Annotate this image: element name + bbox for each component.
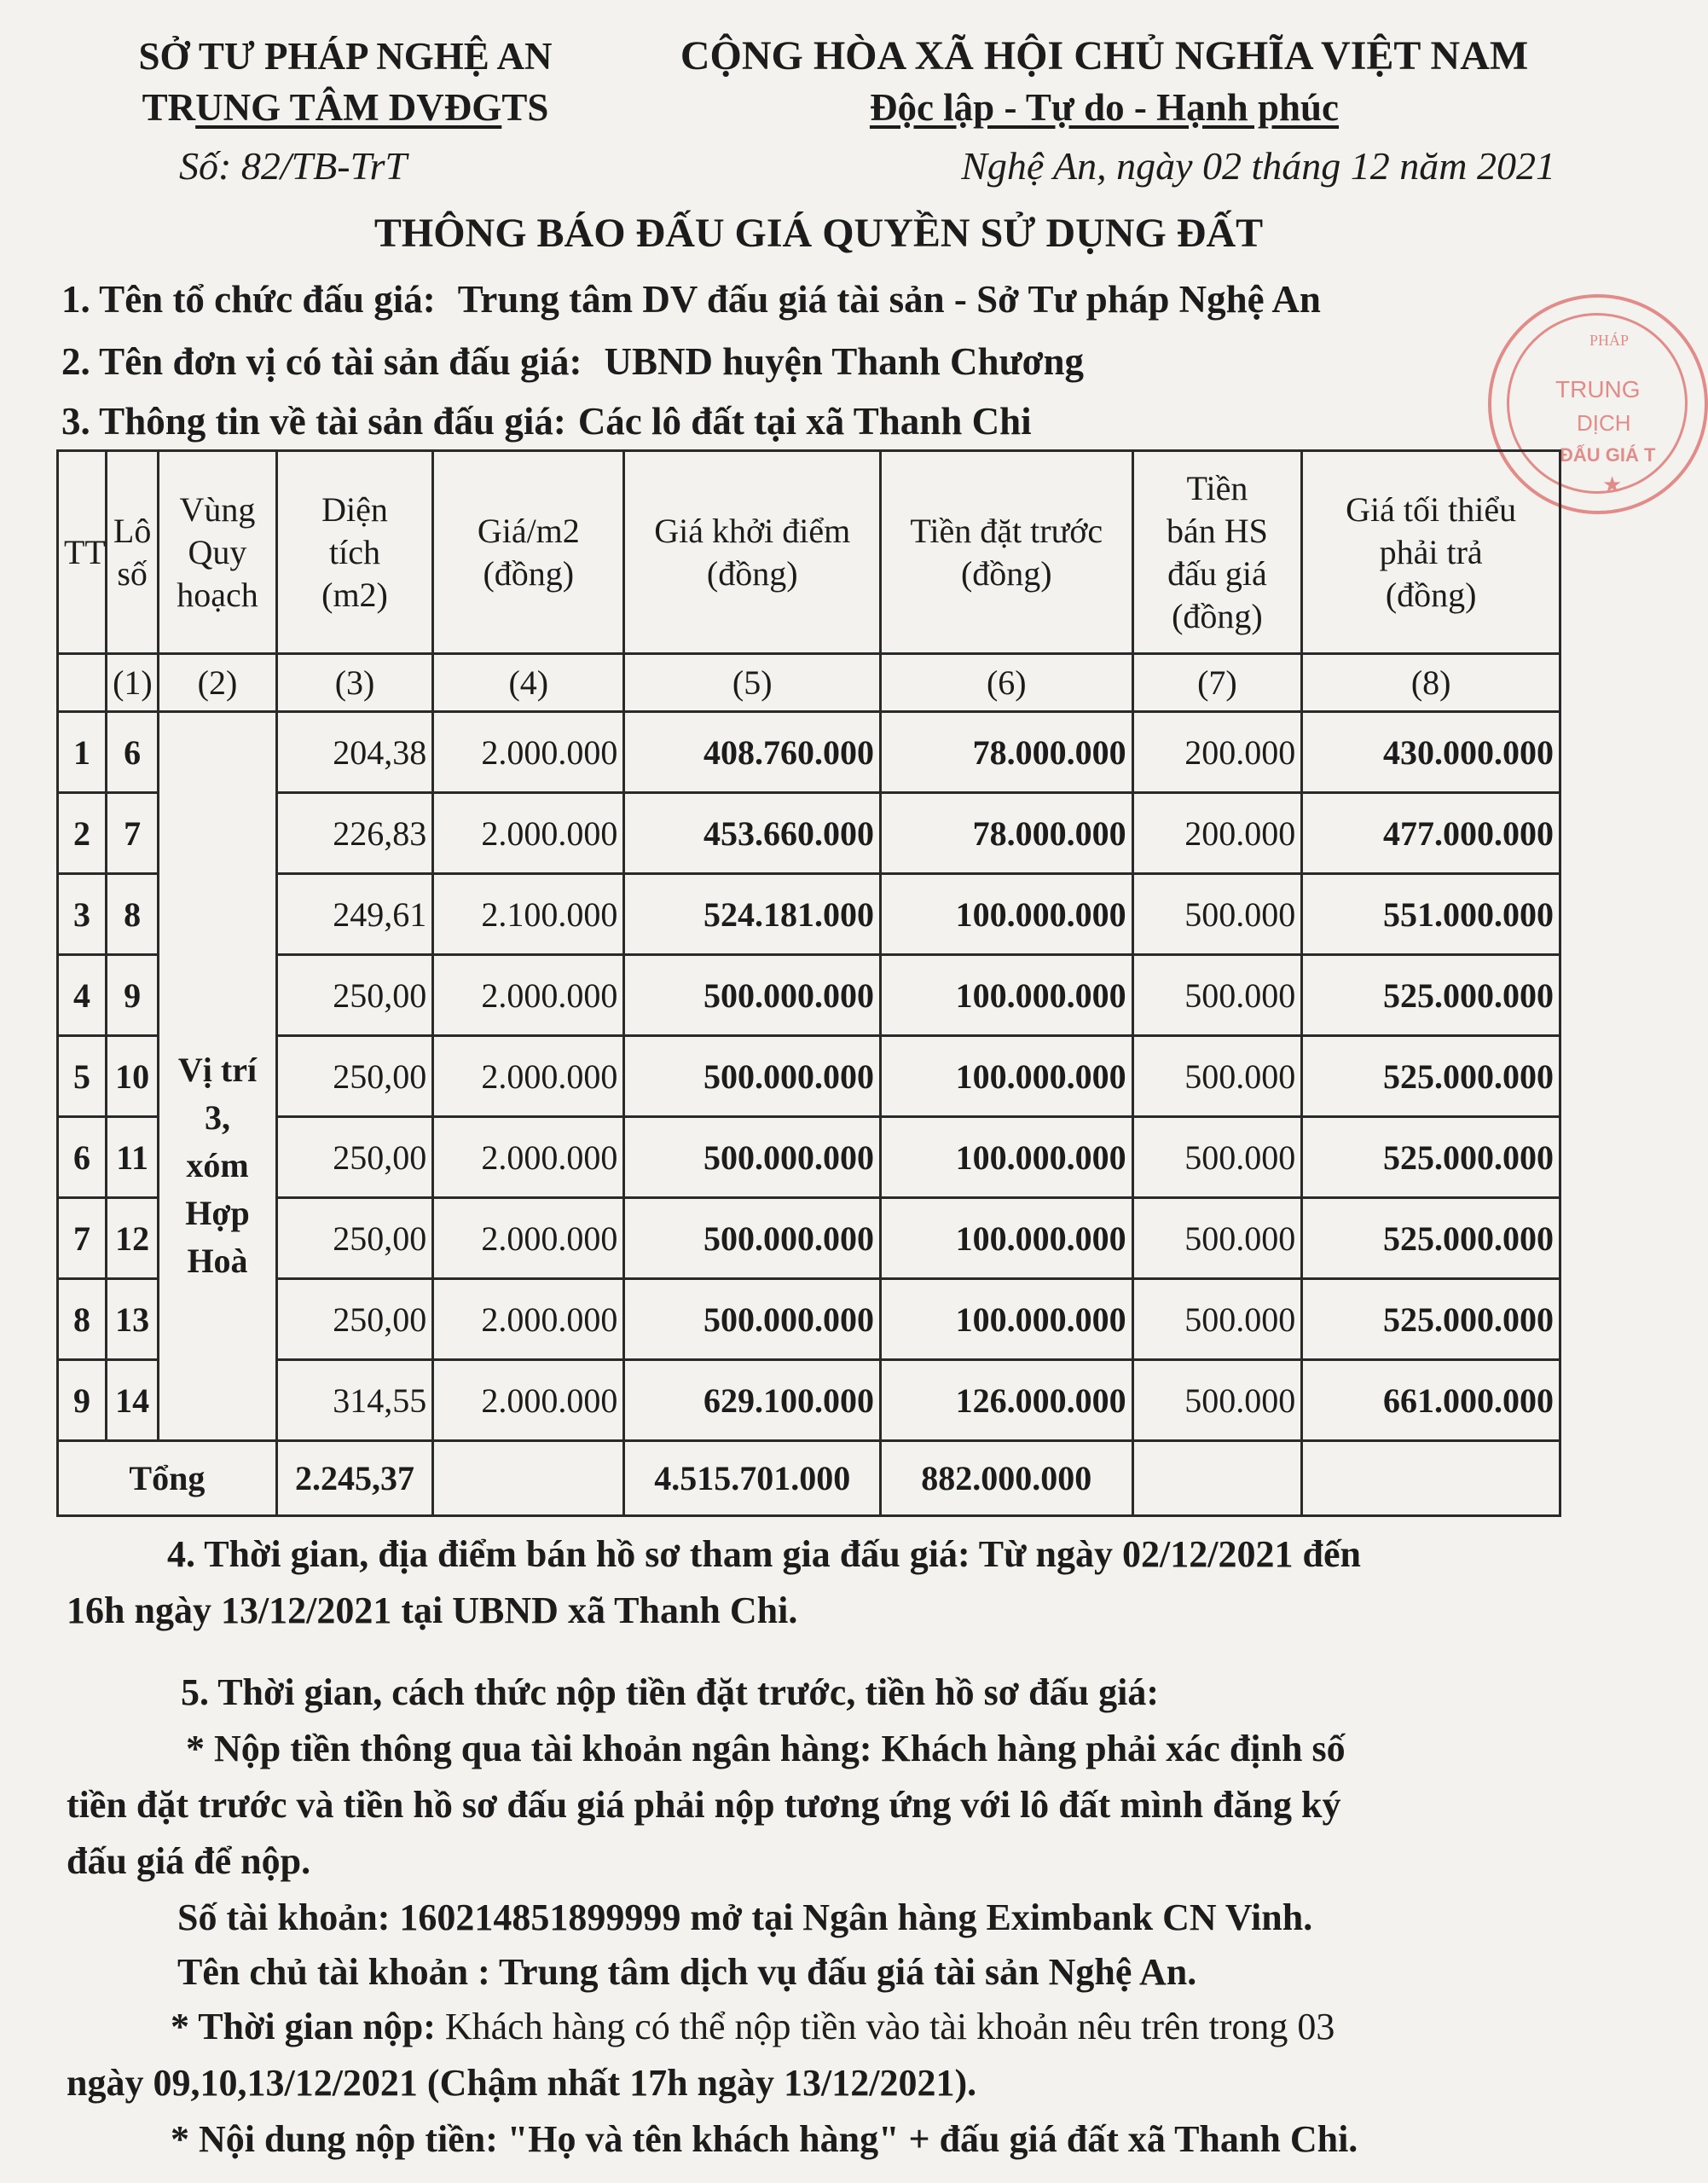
cell-minimum-payment: 525.000.000: [1302, 1036, 1560, 1117]
info-value: Trung tâm DV đấu giá tài sản - Sở Tư pháp Nghệ An: [457, 278, 1321, 321]
colnum-4: (4): [433, 654, 624, 712]
cell-starting-price: 500.000.000: [624, 1198, 881, 1279]
total-area: 2.245,37: [276, 1441, 432, 1516]
seal-text-top: PHÁP: [1589, 332, 1630, 349]
cell-starting-price: 500.000.000: [624, 1117, 881, 1198]
cell-starting-price: 408.760.000: [624, 712, 881, 793]
cell-area: 249,61: [276, 874, 432, 955]
cell-minimum-payment: 525.000.000: [1302, 1279, 1560, 1360]
cell-lot: 12: [107, 1198, 159, 1279]
colnum-3: (3): [276, 654, 432, 712]
issuing-organization: [102, 31, 588, 133]
header-tt: TT: [58, 451, 107, 654]
cell-starting-price: 453.660.000: [624, 793, 881, 874]
org-name-line2: [102, 82, 588, 133]
table-row: [58, 1279, 1560, 1360]
info-label: 2. Tên đơn vị có tài sản đấu giá:: [61, 340, 582, 383]
cell-starting-price: 629.100.000: [624, 1360, 881, 1441]
section-4: [67, 1526, 1555, 1583]
cell-tt: 9: [58, 1360, 107, 1441]
header-price-per-m2: Giá/m2 (đồng): [433, 451, 624, 654]
payment-time-line2: ngày 09,10,13/12/2021 (Chậm nhất 17h ngày 13/12/2021).: [67, 2062, 977, 2104]
info-label: 1. Tên tổ chức đấu giá:: [61, 278, 436, 321]
colnum-5: (5): [624, 654, 881, 712]
section-4-line2: 16h ngày 13/12/2021 tại UBND xã Thanh Chi.: [67, 1589, 798, 1631]
colnum-empty: [58, 654, 107, 712]
header-planning-zone: Vùng Quy hoạch: [159, 451, 277, 654]
info-line-asset-owner: [61, 339, 1084, 384]
org-line2-prefix: TR: [142, 86, 196, 129]
table-row: [58, 1117, 1560, 1198]
cell-dossier-fee: 500.000: [1132, 1360, 1302, 1441]
cell-tt: 3: [58, 874, 107, 955]
cell-price-m2: 2.000.000: [433, 1117, 624, 1198]
account-number: Số tài khoản: 160214851899999 mở tại Ngân hàng Eximbank CN Vinh.: [177, 1896, 1313, 1938]
payment-content: * Nội dung nộp tiền: "Họ và tên khách hàng" + đấu giá đất xã Thanh Chi.: [171, 2118, 1358, 2160]
payment-time-line1: [171, 1999, 1555, 2055]
cell-tt: 2: [58, 793, 107, 874]
total-minimum-payment-empty: [1302, 1441, 1560, 1516]
cell-deposit: 100.000.000: [881, 874, 1133, 955]
info-line-asset: [61, 399, 1032, 443]
colnum-8: (8): [1302, 654, 1560, 712]
org-line2-underlined: UNG TÂM DVĐG: [195, 86, 502, 129]
column-number-row: [58, 654, 1560, 712]
cell-lot: 11: [107, 1117, 159, 1198]
cell-starting-price: 500.000.000: [624, 955, 881, 1036]
cell-area: 204,38: [276, 712, 432, 793]
cell-minimum-payment: 477.000.000: [1302, 793, 1560, 874]
place-and-date: Nghệ An, ngày 02 tháng 12 năm 2021: [961, 144, 1555, 188]
table-row: [58, 793, 1560, 874]
cell-price-m2: 2.000.000: [433, 793, 624, 874]
cell-deposit: 126.000.000: [881, 1360, 1133, 1441]
info-label: 3. Thông tin về tài sản đấu giá:: [61, 400, 566, 443]
cell-minimum-payment: 430.000.000: [1302, 712, 1560, 793]
account-holder: Tên chủ tài khoản : Trung tâm dịch vụ đấu giá tài sản Nghệ An.: [177, 1951, 1197, 1993]
payment-time-text: Khách hàng có thể nộp tiền vào tài khoản nêu trên trong 03: [435, 2006, 1335, 2047]
table-row: [58, 874, 1560, 955]
colnum-6: (6): [881, 654, 1133, 712]
section-4-line1: 4. Thời gian, địa điểm bán hồ sơ tham gia đấu giá: Từ ngày 02/12/2021 đến: [167, 1533, 1361, 1575]
cell-lot: 8: [107, 874, 159, 955]
cell-lot: 6: [107, 712, 159, 793]
cell-dossier-fee: 500.000: [1132, 1117, 1302, 1198]
cell-price-m2: 2.000.000: [433, 712, 624, 793]
section-4-cont: [67, 1583, 1555, 1639]
seal-star-icon: ★: [1602, 472, 1623, 497]
bank-payment-line2: tiền đặt trước và tiền hồ sơ đấu giá phải nộp tương ứng với lô đất mình đăng ký: [67, 1784, 1341, 1826]
header-area: Diện tích (m2): [276, 451, 432, 654]
cell-lot: 13: [107, 1279, 159, 1360]
header-minimum-payment: Giá tối thiểu phải trả (đồng): [1302, 451, 1560, 654]
total-deposit: 882.000.000: [881, 1441, 1133, 1516]
header-deposit: Tiền đặt trước (đồng): [881, 451, 1133, 654]
country-name: CỘNG HÒA XÃ HỘI CHỦ NGHĨA VIỆT NAM: [680, 33, 1529, 78]
cell-tt: 6: [58, 1117, 107, 1198]
table-total-row: [58, 1441, 1560, 1516]
cell-price-m2: 2.000.000: [433, 1198, 624, 1279]
cell-price-m2: 2.000.000: [433, 1036, 624, 1117]
cell-tt: 8: [58, 1279, 107, 1360]
table-row: [58, 1360, 1560, 1441]
org-name-line1: SỞ TƯ PHÁP NGHỆ AN: [138, 35, 553, 78]
document-number: Số: 82/TB-TrT: [179, 144, 408, 188]
total-price-m2-empty: [433, 1441, 624, 1516]
table-row: [58, 1036, 1560, 1117]
cell-price-m2: 2.000.000: [433, 1279, 624, 1360]
cell-dossier-fee: 500.000: [1132, 1036, 1302, 1117]
colnum-7: (7): [1132, 654, 1302, 712]
section-5-title: 5. Thời gian, cách thức nộp tiền đặt trước, tiền hồ sơ đấu giá:: [181, 1671, 1159, 1713]
header-starting-price: Giá khởi điểm (đồng): [624, 451, 881, 654]
cell-tt: 7: [58, 1198, 107, 1279]
cell-tt: 1: [58, 712, 107, 793]
cell-minimum-payment: 525.000.000: [1302, 955, 1560, 1036]
info-value: UBND huyện Thanh Chương: [604, 340, 1085, 383]
table-row: [58, 955, 1560, 1036]
cell-area: 314,55: [276, 1360, 432, 1441]
cell-area: 250,00: [276, 1036, 432, 1117]
cell-minimum-payment: 525.000.000: [1302, 1117, 1560, 1198]
cell-minimum-payment: 525.000.000: [1302, 1198, 1560, 1279]
cell-deposit: 78.000.000: [881, 793, 1133, 874]
info-value: Các lô đất tại xã Thanh Chi: [577, 400, 1032, 443]
colnum-1: (1): [107, 654, 159, 712]
org-line2-suffix: TS: [501, 86, 549, 129]
cell-dossier-fee: 200.000: [1132, 793, 1302, 874]
cell-minimum-payment: 661.000.000: [1302, 1360, 1560, 1441]
cell-deposit: 100.000.000: [881, 1198, 1133, 1279]
bank-payment-line1: * Nộp tiền thông qua tài khoản ngân hàng: Khách hàng phải xác định số: [186, 1728, 1346, 1769]
cell-area: 250,00: [276, 1198, 432, 1279]
table-row: [58, 1198, 1560, 1279]
document-title: THÔNG BÁO ĐẤU GIÁ QUYỀN SỬ DỤNG ĐẤT: [373, 211, 1264, 256]
cell-deposit: 100.000.000: [881, 955, 1133, 1036]
auction-lots-table: [56, 449, 1561, 1517]
seal-text-1: TRUNG: [1555, 376, 1641, 402]
cell-dossier-fee: 500.000: [1132, 955, 1302, 1036]
seal-text-2: DỊCH: [1577, 410, 1631, 436]
cell-starting-price: 500.000.000: [624, 1036, 881, 1117]
header-dossier-fee: Tiền bán HS đấu giá (đồng): [1132, 451, 1302, 654]
national-motto: Độc lập - Tự do - Hạnh phúc: [869, 86, 1340, 129]
cell-lot: 7: [107, 793, 159, 874]
payment-time-label: * Thời gian nộp:: [171, 2006, 436, 2047]
total-starting-price: 4.515.701.000: [624, 1441, 881, 1516]
total-label: Tổng: [58, 1441, 277, 1516]
cell-dossier-fee: 500.000: [1132, 1198, 1302, 1279]
seal-text-3: ĐẤU GIÁ T: [1560, 444, 1656, 466]
total-dossier-fee-empty: [1132, 1441, 1302, 1516]
header-lot-number: Lô số: [107, 451, 159, 654]
cell-price-m2: 2.000.000: [433, 955, 624, 1036]
cell-minimum-payment: 551.000.000: [1302, 874, 1560, 955]
national-header: [631, 31, 1578, 133]
cell-starting-price: 500.000.000: [624, 1279, 881, 1360]
cell-lot: 14: [107, 1360, 159, 1441]
cell-lot: 10: [107, 1036, 159, 1117]
table-row: [58, 712, 1560, 793]
cell-area: 250,00: [276, 955, 432, 1036]
cell-area: 226,83: [276, 793, 432, 874]
cell-dossier-fee: 500.000: [1132, 1279, 1302, 1360]
cell-deposit: 100.000.000: [881, 1279, 1133, 1360]
cell-area: 250,00: [276, 1279, 432, 1360]
info-line-organizer: [61, 277, 1321, 321]
cell-deposit: 100.000.000: [881, 1117, 1133, 1198]
cell-price-m2: 2.000.000: [433, 1360, 624, 1441]
cell-deposit: 100.000.000: [881, 1036, 1133, 1117]
cell-lot: 9: [107, 955, 159, 1036]
cell-price-m2: 2.100.000: [433, 874, 624, 955]
colnum-2: (2): [159, 654, 277, 712]
cell-deposit: 78.000.000: [881, 712, 1133, 793]
cell-dossier-fee: 500.000: [1132, 874, 1302, 955]
bank-payment-line3: đấu giá để nộp.: [67, 1840, 311, 1882]
cell-tt: 5: [58, 1036, 107, 1117]
cell-starting-price: 524.181.000: [624, 874, 881, 955]
cell-tt: 4: [58, 955, 107, 1036]
cell-dossier-fee: 200.000: [1132, 712, 1302, 793]
cell-area: 250,00: [276, 1117, 432, 1198]
cell-planning-zone: Vị trí 3, xóm Hợp Hoà: [159, 712, 277, 1441]
table-header-row: [58, 451, 1560, 654]
